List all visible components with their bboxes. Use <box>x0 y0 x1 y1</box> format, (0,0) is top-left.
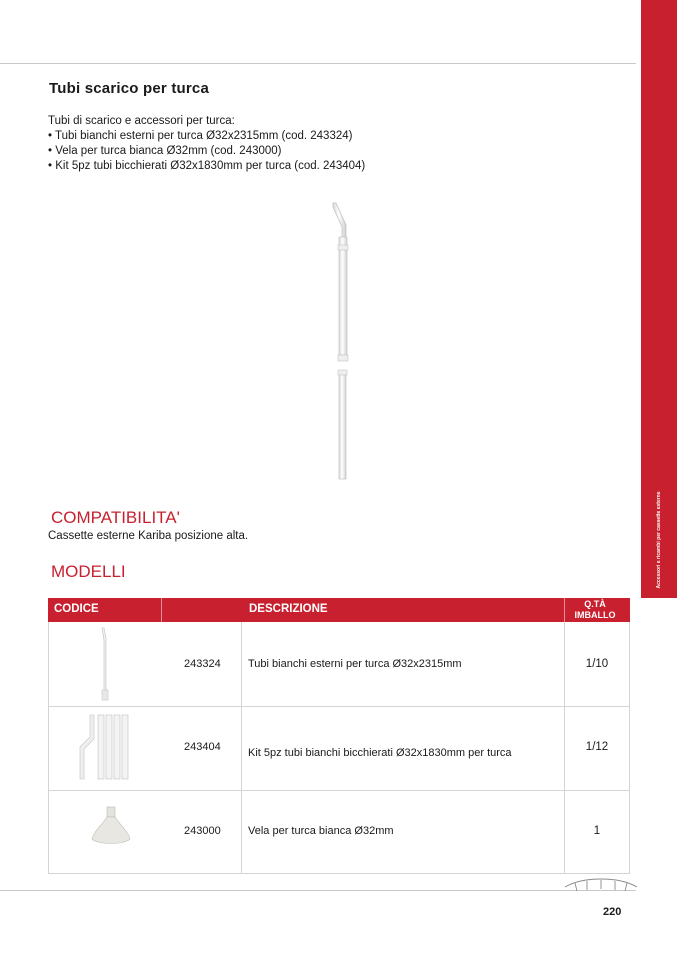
header-code: CODICE <box>54 603 99 615</box>
row-description: Tubi bianchi esterni per turca Ø32x2315mm <box>248 658 462 670</box>
header-quantity <box>560 599 630 621</box>
header-separator <box>161 598 162 622</box>
header-description: DESCRIZIONE <box>249 603 328 615</box>
column-divider <box>564 622 565 874</box>
bottom-divider <box>0 890 636 891</box>
header-quantity-line1: Q.TÀ <box>584 599 606 609</box>
product-thumb-pipe <box>93 626 117 702</box>
models-heading: MODELLI <box>51 562 126 581</box>
intro-line: • Tubi bianchi esterni per turca Ø32x2315mm (cod. 243324) <box>48 130 353 142</box>
intro-line: • Kit 5pz tubi bicchierati Ø32x1830mm per turca (cod. 243404) <box>48 160 366 172</box>
column-divider <box>241 622 242 874</box>
row-description: Vela per turca bianca Ø32mm <box>248 825 394 837</box>
models-table <box>48 598 630 874</box>
row-code: 243000 <box>184 825 221 837</box>
product-thumb-bowl-cone <box>86 805 136 849</box>
row-code: 243404 <box>184 741 221 753</box>
row-quantity: 1/12 <box>585 741 609 753</box>
page-title: Tubi scarico per turca <box>49 80 210 97</box>
product-intro <box>48 114 365 174</box>
product-thumb-pipe-kit <box>72 713 134 783</box>
intro-line: Tubi di scarico e accessori per turca: <box>48 115 235 127</box>
table-border-right <box>629 622 630 874</box>
row-quantity: 1/10 <box>585 658 609 670</box>
compatibility-heading: COMPATIBILITA' <box>51 508 180 527</box>
row-code: 243324 <box>184 658 221 670</box>
table-row <box>48 707 630 791</box>
table-row <box>48 791 630 874</box>
compatibility-text: Cassette esterne Kariba posizione alta. <box>48 530 249 542</box>
intro-line: • Vela per turca bianca Ø32mm (cod. 243000) <box>48 145 282 157</box>
row-quantity: 1 <box>593 825 601 837</box>
product-image-drain-pipe <box>300 195 380 485</box>
page-number: 220 <box>603 906 622 918</box>
decorative-ornament-icon <box>563 877 639 893</box>
section-tab-text: Accessori e ricambi per cassette esterne <box>656 491 662 589</box>
table-border-left <box>48 622 49 874</box>
header-quantity-line2: IMBALLO <box>574 610 616 620</box>
top-divider <box>0 63 636 64</box>
table-header <box>48 598 630 622</box>
row-description: Kit 5pz tubi bianchi bicchierati Ø32x1830mm per turca <box>248 747 512 759</box>
table-row <box>48 622 630 707</box>
